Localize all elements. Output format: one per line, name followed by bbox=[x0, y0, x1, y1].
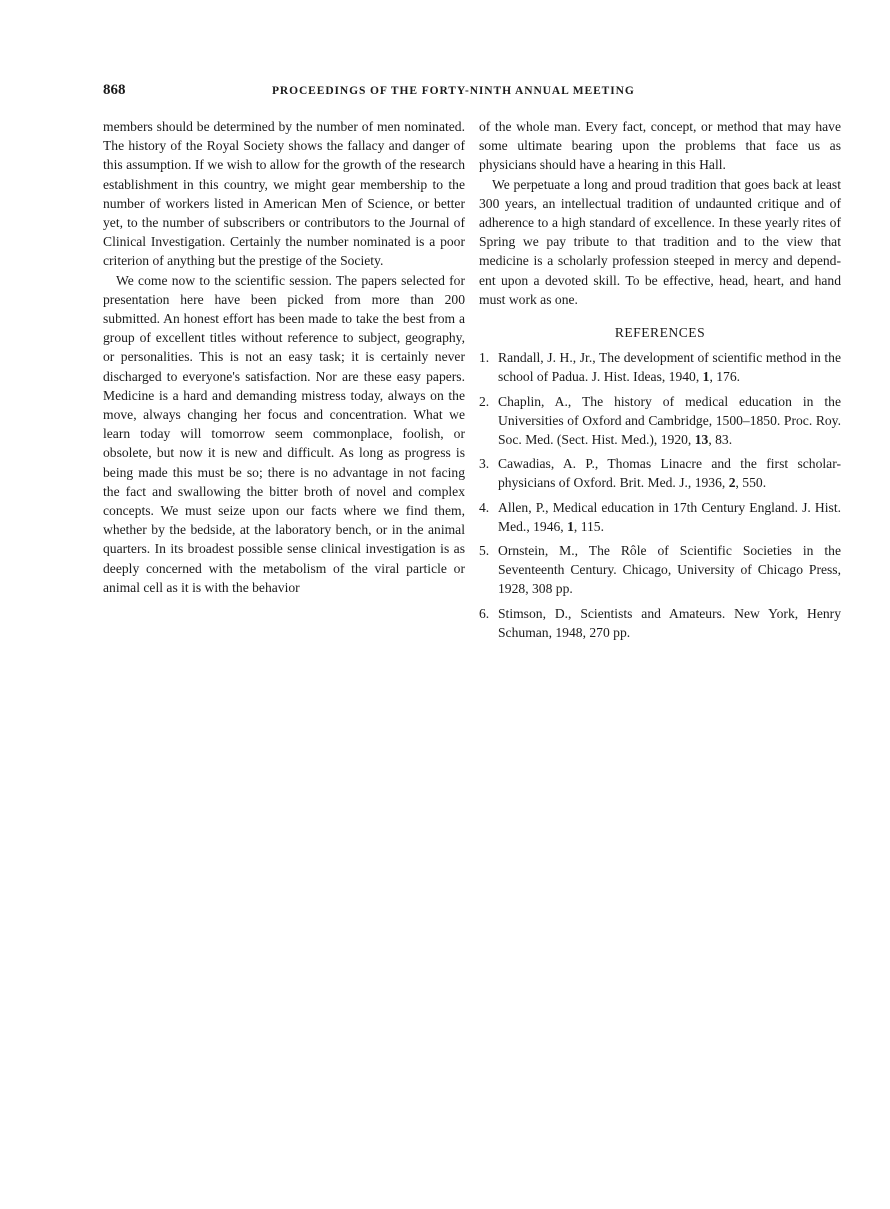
reference-number: 3. bbox=[479, 456, 490, 472]
page-header bbox=[103, 82, 840, 102]
reference-number: 5. bbox=[479, 543, 490, 559]
reference-text: Stimson, D., Scientists and Amateurs. New York, Henry Schuman, 1948, 270 pp. bbox=[498, 605, 841, 640]
reference-item bbox=[479, 392, 841, 450]
reference-volume: 13 bbox=[694, 432, 709, 448]
reference-text: Ornstein, M., The Rôle of Scientific Societies in the Seventeenth Century. Chicago, University of Chicago Press, 1928, 308 pp. bbox=[498, 543, 841, 597]
reference-number: 1. bbox=[479, 350, 490, 366]
reference-item bbox=[479, 541, 841, 599]
reference-text: Cawadias, A. P., Thomas Linacre and the first scholar-physicians of Oxford. Brit. Med. J., 1936, 2, 550. bbox=[498, 456, 841, 491]
reference-volume: 1 bbox=[567, 518, 574, 534]
reference-item bbox=[479, 454, 841, 492]
reference-volume: 1 bbox=[702, 369, 710, 385]
reference-item bbox=[479, 498, 841, 536]
reference-number: 4. bbox=[479, 499, 490, 515]
paragraph: of the whole man. Every fact, concept, or method that may have some ultimate bearing upon the problems that face us as physicians should have a hearing in this Hall. bbox=[479, 119, 841, 173]
paragraph: We perpetuate a long and proud tradition that goes back at least 300 years, an intellectual tradition of undaunted critique and of adherence to a high standard of excellence. In these yearly rites of Spring we pay tribute to that tradition and to the view that medicine is a scholarly profession steeped in mercy and dependent upon a devoted skill. To be effective, head, heart, and hand must work as one. bbox=[479, 176, 841, 307]
reference-text: Allen, P., Medical education in 17th Century England. J. Hist. Med., 1946, 1, 115. bbox=[498, 499, 841, 534]
reference-list bbox=[479, 348, 841, 642]
reference-item bbox=[479, 604, 841, 642]
reference-number: 6. bbox=[479, 605, 490, 621]
reference-text: Randall, J. H., Jr., The development of scientific method in the school of Padua. J. Hist. Ideas, 1940, 1, 176. bbox=[498, 350, 841, 385]
right-column bbox=[479, 117, 841, 647]
page-number: 868 bbox=[103, 82, 126, 98]
reference-volume: 2 bbox=[728, 475, 736, 491]
left-column bbox=[103, 117, 465, 597]
running-head: PROCEEDINGS OF THE FORTY-NINTH ANNUAL MEETING bbox=[272, 85, 635, 97]
reference-item bbox=[479, 348, 841, 386]
reference-number: 2. bbox=[479, 393, 490, 409]
reference-text: Chaplin, A., The history of medical education in the Universities of Oxford and Cambridge, 1500–1850. Proc. Roy. Soc. Med. (Sect. Hist. Med.), 1920, 13, 83. bbox=[498, 393, 841, 448]
paragraph: members should be determined by the number of men nominated. The history of the Royal Society shows the fallacy and danger of this assumption. If we wish to allow for the growth of the research establishment in this country, we might gear membership to the number of workers listed in American Men of Science, or better yet, to the number of subscribers or contributors to the Journal of Clinical Investigation. Certainly the number nominated is a poor criterion of anything but the prestige of the Society. bbox=[103, 119, 465, 269]
references-heading: REFERENCES bbox=[614, 325, 706, 341]
paragraph: We come now to the scientific session. The papers selected for presentation here have been picked from more than 200 submitted. An honest effort has been made to take the best from a group of excellent titles without reference to subject, geography, or personalities. This is not an easy task; it is certainly never discharged to everyone's satisfaction. Nor are these easy papers. Medicine is a hard and demanding mistress today, always on the move, always changing her focus and concentration. What we learn today will tomorrow seem commonplace, foolish, or obsolete, but now it is new and difficult. As long as progress is being made this must be so; there is no advantage in not facing the fact and swallowing the bitter broth of novel and complex concepts. We must seize upon our facts where we find them, whether by the bedside, at the laboratory bench, or in the animal quarters. In its broadest possible sense clinical investigation is as deeply concerned with the metabolism of the viral particle or animal cell as it is with the behavior bbox=[103, 272, 465, 595]
